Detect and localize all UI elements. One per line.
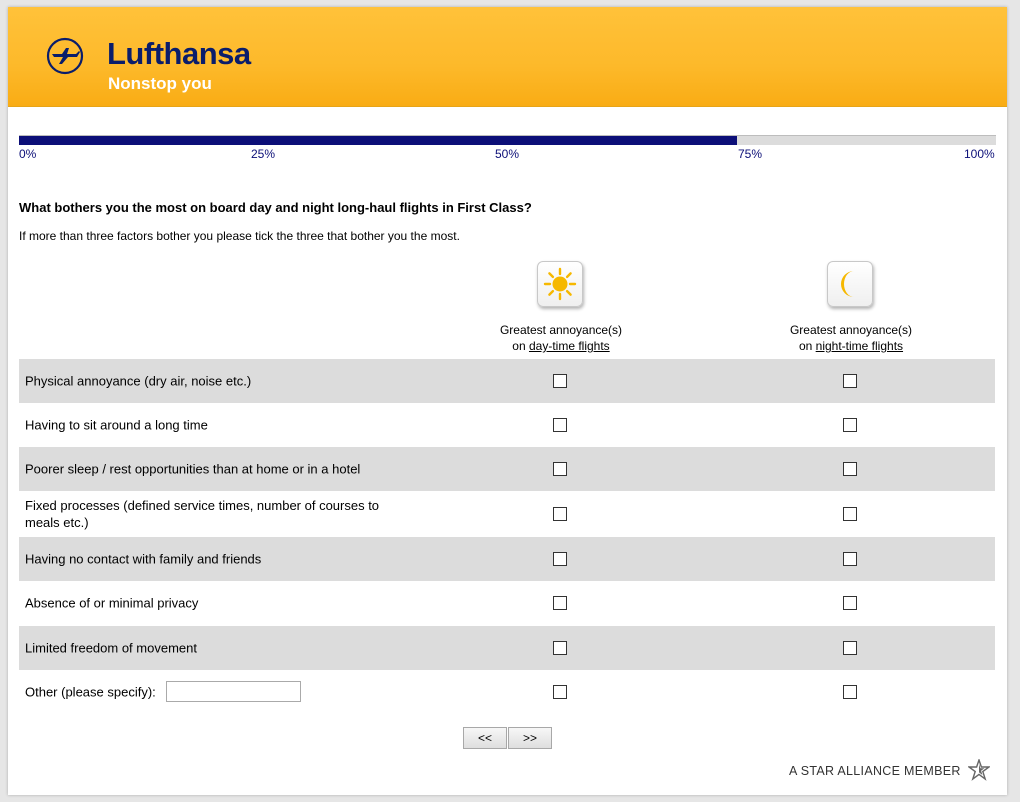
day-checkbox[interactable]	[553, 418, 567, 432]
next-button[interactable]: >>	[508, 727, 552, 749]
day-checkbox[interactable]	[553, 462, 567, 476]
table-row	[19, 581, 995, 625]
night-checkbox[interactable]	[843, 552, 857, 566]
progress-tick-100: 100%	[964, 147, 995, 161]
column-header-day	[461, 322, 661, 354]
star-alliance-text: A STAR ALLIANCE MEMBER	[789, 764, 961, 778]
row-label: Other (please specify):	[25, 684, 156, 700]
night-checkbox[interactable]	[843, 685, 857, 699]
day-checkbox[interactable]	[553, 641, 567, 655]
column-header-night	[751, 322, 951, 354]
table-row	[19, 447, 995, 491]
night-checkbox[interactable]	[843, 418, 857, 432]
question-instruction: If more than three factors bother you please tick the three that bother you the most.	[19, 229, 460, 243]
sun-icon	[537, 261, 583, 307]
brand-name: Lufthansa	[107, 36, 251, 71]
row-label: Physical annoyance (dry air, noise etc.)	[25, 373, 252, 389]
column-header-night-line1: Greatest annoyance(s)	[789, 323, 913, 337]
day-checkbox[interactable]	[553, 596, 567, 610]
table-row	[19, 403, 995, 447]
night-time-flights-link[interactable]: night-time flights	[815, 339, 904, 353]
row-label: Limited freedom of movement	[25, 640, 197, 656]
progress-tick-75: 75%	[738, 147, 763, 161]
row-label: Having no contact with family and friends	[25, 551, 262, 567]
progress-tick-25: 25%	[251, 147, 276, 161]
column-header-day-line1: Greatest annoyance(s)	[499, 323, 623, 337]
column-header-night-prefix: on	[798, 339, 816, 353]
progress-bar-fill	[19, 136, 737, 145]
moon-icon	[827, 261, 873, 307]
brand-tagline: Nonstop you	[108, 74, 212, 93]
day-time-flights-link[interactable]: day-time flights	[528, 339, 610, 353]
star-alliance-icon	[968, 759, 990, 781]
other-specify-input[interactable]	[166, 681, 301, 702]
row-label: Having to sit around a long time	[25, 417, 208, 433]
table-row	[19, 626, 995, 670]
night-checkbox[interactable]	[843, 462, 857, 476]
table-row	[19, 492, 995, 536]
night-checkbox[interactable]	[843, 641, 857, 655]
table-row	[19, 359, 995, 403]
day-checkbox[interactable]	[553, 374, 567, 388]
column-header-day-prefix: on	[512, 339, 529, 353]
table-row	[19, 670, 995, 714]
progress-tick-50: 50%	[495, 147, 520, 161]
night-checkbox[interactable]	[843, 507, 857, 521]
row-label: Absence of or minimal privacy	[25, 595, 199, 611]
crane-logo-icon	[46, 37, 84, 75]
table-row	[19, 537, 995, 581]
progress-bar	[19, 135, 996, 145]
day-checkbox[interactable]	[553, 507, 567, 521]
back-button[interactable]: <<	[463, 727, 507, 749]
header-banner	[8, 7, 1007, 107]
night-checkbox[interactable]	[843, 374, 857, 388]
question-title: What bothers you the most on board day and night long-haul flights in First Class?	[19, 200, 532, 215]
row-label: Fixed processes (defined service times, number of courses to meals etc.)	[25, 498, 380, 530]
row-label: Poorer sleep / rest opportunities than at home or in a hotel	[25, 461, 361, 477]
day-checkbox[interactable]	[553, 552, 567, 566]
survey-page	[8, 7, 1007, 795]
progress-tick-0: 0%	[19, 147, 37, 161]
day-checkbox[interactable]	[553, 685, 567, 699]
night-checkbox[interactable]	[843, 596, 857, 610]
